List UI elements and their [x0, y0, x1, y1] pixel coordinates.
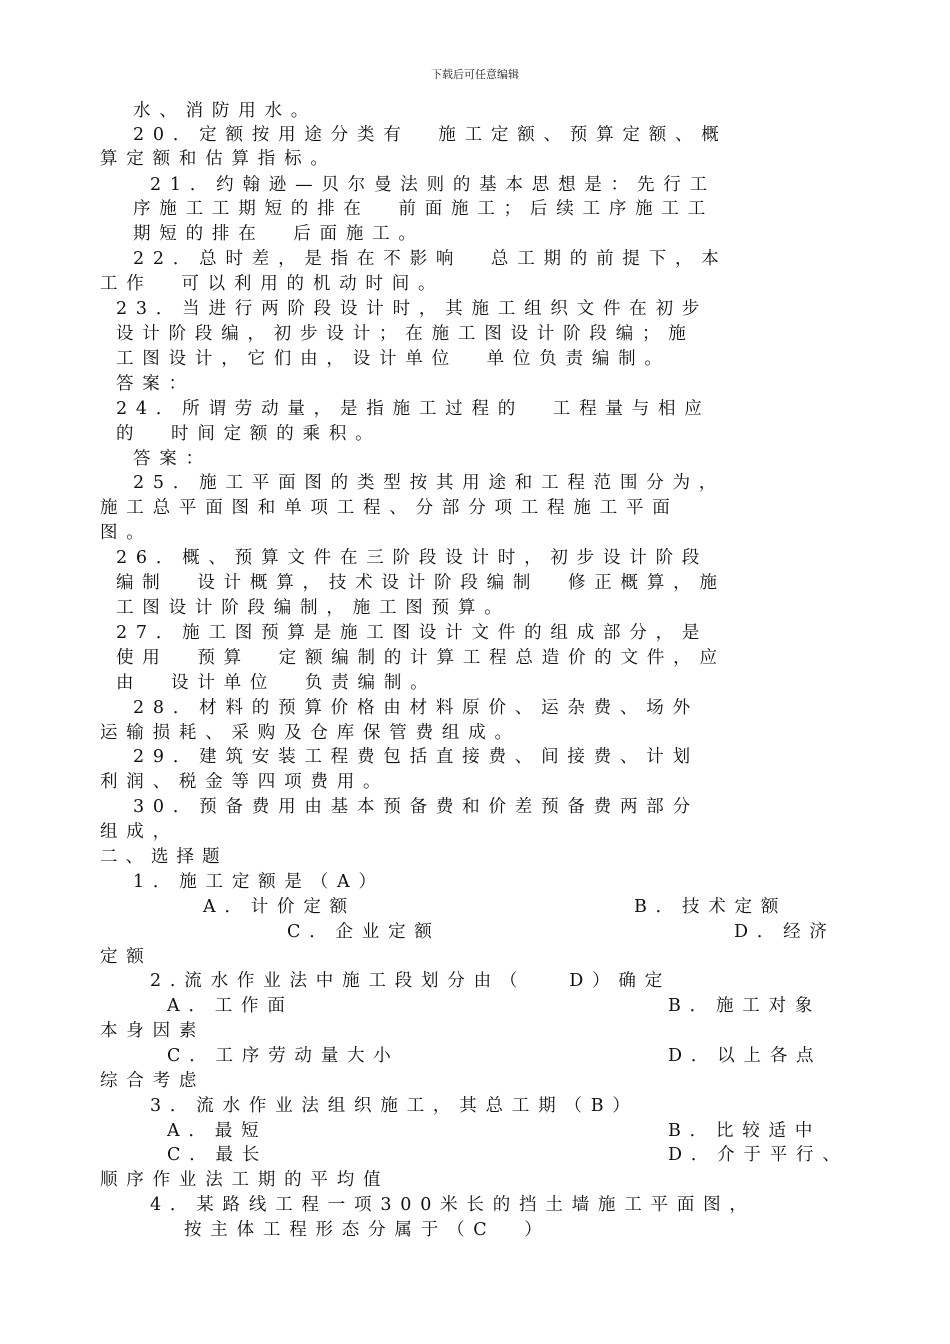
text-line: 答案： — [133, 449, 212, 469]
question-stem: 3．流水作业法组织施工，其总工期（B） — [150, 1096, 639, 1116]
text-line: 图。 — [100, 523, 153, 543]
text-line: 顺序作业法工期的平均值 — [100, 1170, 390, 1190]
option-b: B．技术定额 — [634, 897, 788, 917]
option-b: B．施工对象 — [668, 996, 822, 1016]
text-line: 的 时间定额的乘积。 — [116, 424, 382, 444]
option-c: C．最长 — [167, 1145, 269, 1165]
text-line: 运输损耗、采购及仓库保管费组成。 — [100, 723, 521, 743]
text-line: 答案： — [116, 374, 195, 394]
option-d: D．以上各点 — [668, 1046, 823, 1066]
text-line: 序施工工期短的排在 前面施工；后续工序施工工 — [133, 199, 715, 219]
text-line: 算定额和估算指标。 — [100, 149, 337, 169]
text-line: 定额 — [100, 947, 153, 967]
text-line: 综合考虑 — [100, 1071, 206, 1091]
text-line: 编制 设计概算，技术设计阶段编制 修正概算，施 — [116, 573, 726, 593]
text-line: 期短的排在 后面施工。 — [133, 224, 425, 244]
text-line: 工图设计阶段编制，施工图预算。 — [116, 598, 511, 618]
text-line: 30．预备费用由基本预备费和价差预备费两部分 — [133, 797, 699, 817]
text-line: 27．施工图预算是施工图设计文件的组成部分，是 — [116, 623, 709, 643]
text-line: 施工总平面图和单项工程、分部分项工程施工平面 — [100, 498, 679, 518]
text-line: 28．材料的预算价格由材料原价、运杂费、场外 — [133, 698, 699, 718]
option-a: A．计价定额 — [203, 897, 356, 917]
option-a: A．工作面 — [167, 996, 294, 1016]
text-line: 22．总时差，是指在不影响 总工期的前提下，本 — [133, 249, 728, 269]
text-line: 本身因素 — [100, 1021, 206, 1041]
text-line: 按主体工程形态分属于（C ） — [184, 1220, 551, 1240]
option-b: B．比较适中 — [668, 1121, 822, 1141]
question-stem: 1．施工定额是（A） — [133, 872, 385, 892]
text-line: 20．定额按用途分类有 施工定额、预算定额、概 — [133, 125, 728, 145]
text-line: 29．建筑安装工程费包括直接费、间接费、计划 — [133, 747, 699, 767]
text-line: 由 设计单位 负责编制。 — [116, 673, 437, 693]
option-c: C．企业定额 — [287, 922, 441, 942]
question-stem: 4．某路线工程一项300米长的挡土墙施工平面图， — [150, 1195, 756, 1215]
text-line: 利润、税金等四项费用。 — [100, 772, 390, 792]
text-line: 水、消防用水。 — [133, 101, 318, 121]
text-line: 工图设计，它们由，设计单位 单位负责编制。 — [116, 349, 671, 369]
option-c: C．工序劳动量大小 — [167, 1046, 400, 1066]
text-line: 25．施工平面图的类型按其用途和工程范围分为， — [133, 473, 726, 493]
text-line: 21．约翰逊—贝尔曼法则的基本思想是：先行工 — [150, 175, 716, 195]
text-line: 组成， — [100, 822, 179, 842]
page-header: 下载后可任意编辑 — [431, 68, 519, 81]
text-line: 设计阶段编，初步设计；在施工图设计阶段编；施 — [116, 324, 695, 344]
text-line: 23．当进行两阶段设计时，其施工组织文件在初步 — [116, 299, 709, 319]
option-a: A．最短 — [167, 1121, 268, 1141]
section-heading: 二、选择题 — [100, 847, 228, 867]
question-stem: 2.流水作业法中施工段划分由（ D）确定 — [150, 971, 672, 991]
text-line: 24．所谓劳动量，是指施工过程的 工程量与相应 — [116, 399, 711, 419]
option-d: D．介于平行、 — [668, 1145, 849, 1165]
text-line: 使用 预算 定额编制的计算工程总造价的文件，应 — [116, 648, 726, 668]
text-line: 工作 可以利用的机动时间。 — [100, 274, 445, 294]
option-d: D．经济 — [734, 922, 836, 942]
text-line: 26．概、预算文件在三阶段设计时，初步设计阶段 — [116, 548, 709, 568]
